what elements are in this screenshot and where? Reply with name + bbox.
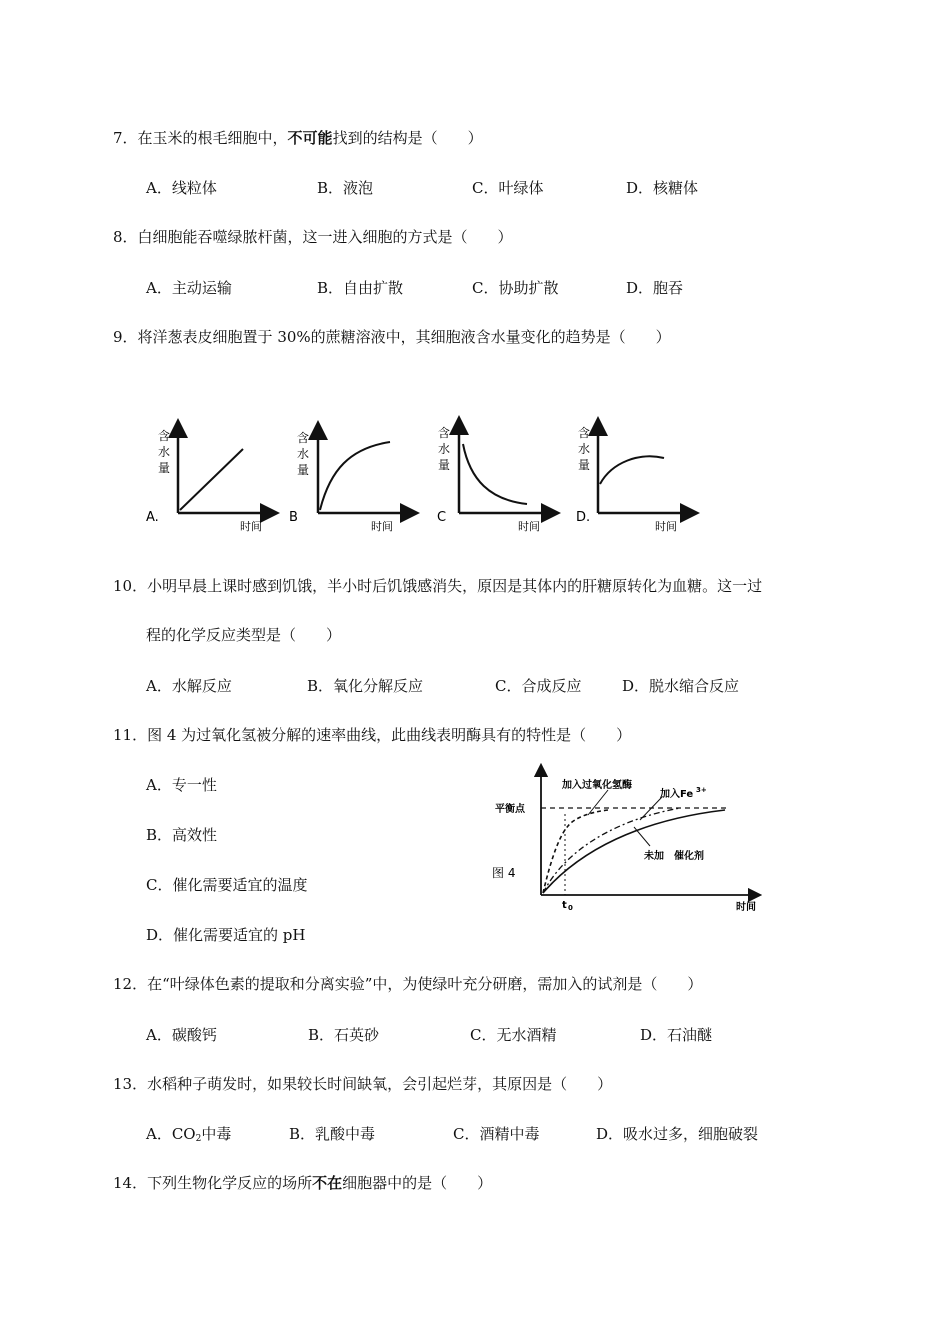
q11-option-a[interactable]: A．专一性 [146, 776, 217, 794]
q10-option-b[interactable]: B．氧化分解反应 [307, 677, 424, 695]
q10-option-a[interactable]: A．水解反应 [146, 677, 232, 695]
q9-c-ylabel-3: 量 [438, 458, 451, 472]
q9-b-xlabel: 时间 [371, 520, 393, 533]
q9-d-ylabel-1: 含 [578, 426, 591, 440]
q8-option-d[interactable]: D．胞吞 [626, 279, 684, 297]
q9-a-ylabel-1: 含 [158, 429, 171, 443]
q13-option-b[interactable]: B．乳酸中毒 [289, 1125, 376, 1143]
fig4-t0: t [562, 900, 567, 911]
q7-option-a[interactable]: A．线粒体 [146, 179, 217, 197]
q7-stem-pre: 7．在玉米的根毛细胞中， [113, 129, 288, 147]
q8-option-c[interactable]: C．协助扩散 [472, 279, 559, 297]
question-10-stem-line1: 10．小明早晨上课时感到饥饿，半小时后饥饿感消失，原因是其体内的肝糖原转化为血糖。这一过 [113, 577, 763, 595]
question-9-stem: 9．将洋葱表皮细胞置于 30%的蔗糖溶液中，其细胞液含水量变化的趋势是（ ） [113, 328, 671, 346]
q12-option-d[interactable]: D．石油醚 [640, 1026, 713, 1044]
q14-stem-pre: 14．下列生物化学反应的场所 [113, 1174, 313, 1192]
fig4-label-enzyme: 加入过氧化氢酶 [562, 780, 632, 791]
q7-stem-post: 找到的结构是（ ） [332, 129, 483, 147]
q9-c-xlabel: 时间 [518, 520, 540, 533]
q9-a-ylabel-2: 水 [158, 445, 171, 459]
q13-option-a-pre: A．CO [146, 1125, 196, 1143]
q13-option-d[interactable]: D．吸水过多，细胞破裂 [596, 1125, 759, 1143]
q7-option-b[interactable]: B．液泡 [317, 179, 374, 197]
question-10-stem-line2: 程的化学反应类型是（ ） [146, 626, 342, 644]
q8-option-a[interactable]: A．主动运输 [146, 279, 232, 297]
fig4-xlabel: 时间 [736, 902, 756, 913]
q9-d-ylabel-2: 水 [578, 442, 591, 456]
fig4-label-fe: 加入Fe [660, 789, 694, 800]
question-8-stem: 8．白细胞能吞噬绿脓杆菌，这一进入细胞的方式是（ ） [113, 228, 513, 246]
q12-option-a[interactable]: A．碳酸钙 [146, 1026, 217, 1044]
question-12-stem: 12．在“叶绿体色素的提取和分离实验”中，为使绿叶充分研磨，需加入的试剂是（ ） [113, 975, 703, 993]
q9-c-letter: C [437, 510, 447, 525]
q13-option-a-sub: 2 [195, 1134, 202, 1144]
q9-a-xlabel: 时间 [240, 520, 262, 533]
q11-option-b[interactable]: B．高效性 [146, 826, 218, 844]
q9-graph-d[interactable] [576, 426, 690, 533]
q8-option-b[interactable]: B．自由扩散 [317, 279, 404, 297]
q12-option-c[interactable]: C．无水酒精 [470, 1026, 557, 1044]
q9-b-ylabel-1: 含 [297, 431, 310, 445]
question-11-stem: 11．图 4 为过氧化氢被分解的速率曲线，此曲线表明酶具有的特性是（ ） [113, 726, 632, 744]
q10-option-d[interactable]: D．脱水缩合反应 [622, 677, 740, 695]
q10-option-c[interactable]: C．合成反应 [495, 677, 582, 695]
q7-emphasis: 不可能 [287, 129, 333, 147]
q11-option-d[interactable]: D．催化需要适宜的 pH [146, 926, 306, 944]
q9-graph-a[interactable] [146, 428, 270, 533]
q13-option-a[interactable] [146, 1124, 231, 1149]
q11-option-c[interactable]: C．催化需要适宜的温度 [146, 876, 308, 894]
q9-b-ylabel-3: 量 [297, 463, 310, 477]
q9-c-ylabel-1: 含 [438, 426, 451, 440]
q14-stem-post: 细胞器中的是（ ） [342, 1174, 493, 1192]
q9-graph-b[interactable] [289, 430, 410, 533]
question-14-stem [113, 1173, 492, 1193]
fig4-t0-sub: 0 [568, 904, 573, 912]
q12-option-b[interactable]: B．石英砂 [308, 1026, 380, 1044]
q7-option-c[interactable]: C．叶绿体 [472, 179, 544, 197]
q7-option-d[interactable]: D．核糖体 [626, 179, 699, 197]
q9-graph-c[interactable] [437, 425, 551, 533]
q9-d-ylabel-3: 量 [578, 458, 591, 472]
fig4-label-none: 未加 催化剂 [644, 851, 704, 862]
q9-c-ylabel-2: 水 [438, 442, 451, 456]
q9-b-letter: B [289, 510, 298, 525]
question-13-stem: 13．水稻种子萌发时，如果较长时间缺氧，会引起烂芽，其原因是（ ） [113, 1075, 613, 1093]
fig4-label-equilibrium: 平衡点 [495, 804, 525, 815]
figure-4 [492, 770, 756, 913]
q9-d-xlabel: 时间 [655, 520, 677, 533]
q9-a-letter: A. [146, 510, 159, 525]
q14-emphasis: 不在 [312, 1174, 343, 1192]
q9-d-letter: D. [576, 510, 591, 525]
q9-a-ylabel-3: 量 [158, 461, 171, 475]
q13-option-a-post: 中毒 [201, 1125, 232, 1143]
q13-option-c[interactable]: C．酒精中毒 [453, 1125, 540, 1143]
fig4-label-fe-sup: 3+ [696, 786, 707, 794]
fig4-caption: 图 4 [492, 866, 516, 880]
q9-b-ylabel-2: 水 [297, 447, 310, 461]
